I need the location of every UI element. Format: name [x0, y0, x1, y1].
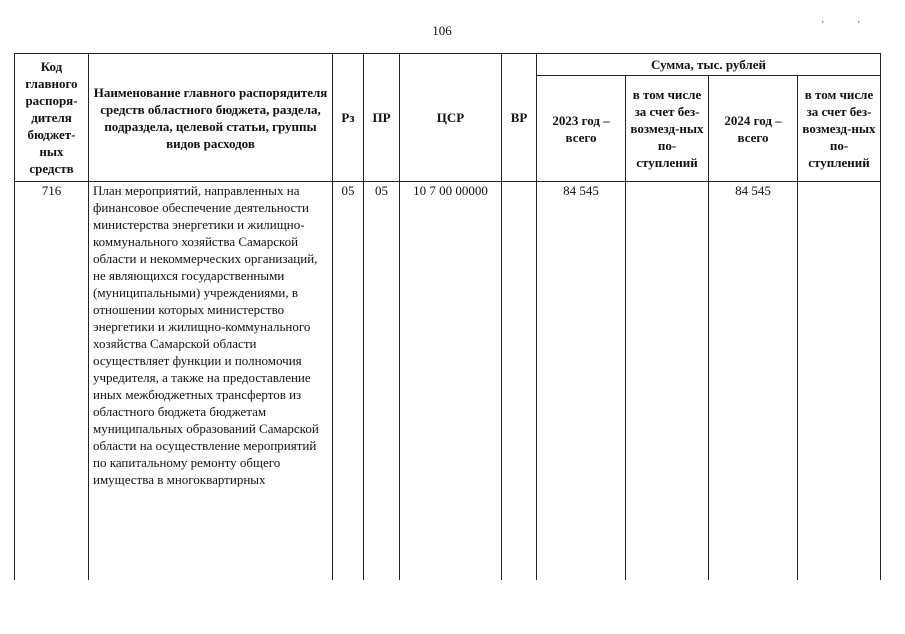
header-sum: Сумма, тыс. рублей: [537, 54, 881, 76]
scan-mark: ': [822, 20, 824, 31]
header-csr: ЦСР: [400, 54, 502, 182]
row-rz: 05: [333, 182, 364, 581]
table-row: [15, 182, 881, 581]
header-pr: ПР: [364, 54, 400, 182]
row-2023-grants: [626, 182, 709, 581]
row-code: 716: [15, 182, 89, 581]
row-vr: [502, 182, 537, 581]
header-2023-grants: в том числе за счет без-возмезд-ных по-ступлений: [626, 76, 709, 182]
row-name: План мероприятий, направленных на финансовое обеспечение деятельности министерства энергетики и жилищно-коммунального хозяйства Самарской области и некоммерческих организаций, не являющихся государственными (муниципальными) учреждениями, в отношении которых министерство энергетики и жилищно-коммунального хозяйства Самарской области осуществляет функции и полномочия учредителя, а также на предоставление иных межбюджетных трансфертов из областного бюджета бюджетам муниципальных образований Самарской области на осуществление мероприятий по капитальному ремонту общего имущества в многоквартирных: [89, 182, 333, 581]
header-2024-total: 2024 год – всего: [709, 76, 798, 182]
page-number: 106: [432, 23, 452, 38]
row-2023-total: 84 545: [537, 182, 626, 581]
row-csr: 10 7 00 00000: [400, 182, 502, 581]
header-code: Код главного распоря-дителя бюджет-ных средств: [15, 54, 89, 182]
scan-mark: ': [858, 20, 860, 31]
row-2024-total: 84 545: [709, 182, 798, 581]
header-2023-total: 2023 год – всего: [537, 76, 626, 182]
row-pr: 05: [364, 182, 400, 581]
table-header: [15, 54, 881, 182]
budget-table: [14, 53, 881, 580]
header-vr: ВР: [502, 54, 537, 182]
header-name: Наименование главного распорядителя средств областного бюджета, раздела, подраздела, целевой статьи, группы видов расходов: [89, 54, 333, 182]
row-2024-grants: [798, 182, 881, 581]
header-2024-grants: в том числе за счет без-возмезд-ных по-ступлений: [798, 76, 881, 182]
header-rz: Рз: [333, 54, 364, 182]
